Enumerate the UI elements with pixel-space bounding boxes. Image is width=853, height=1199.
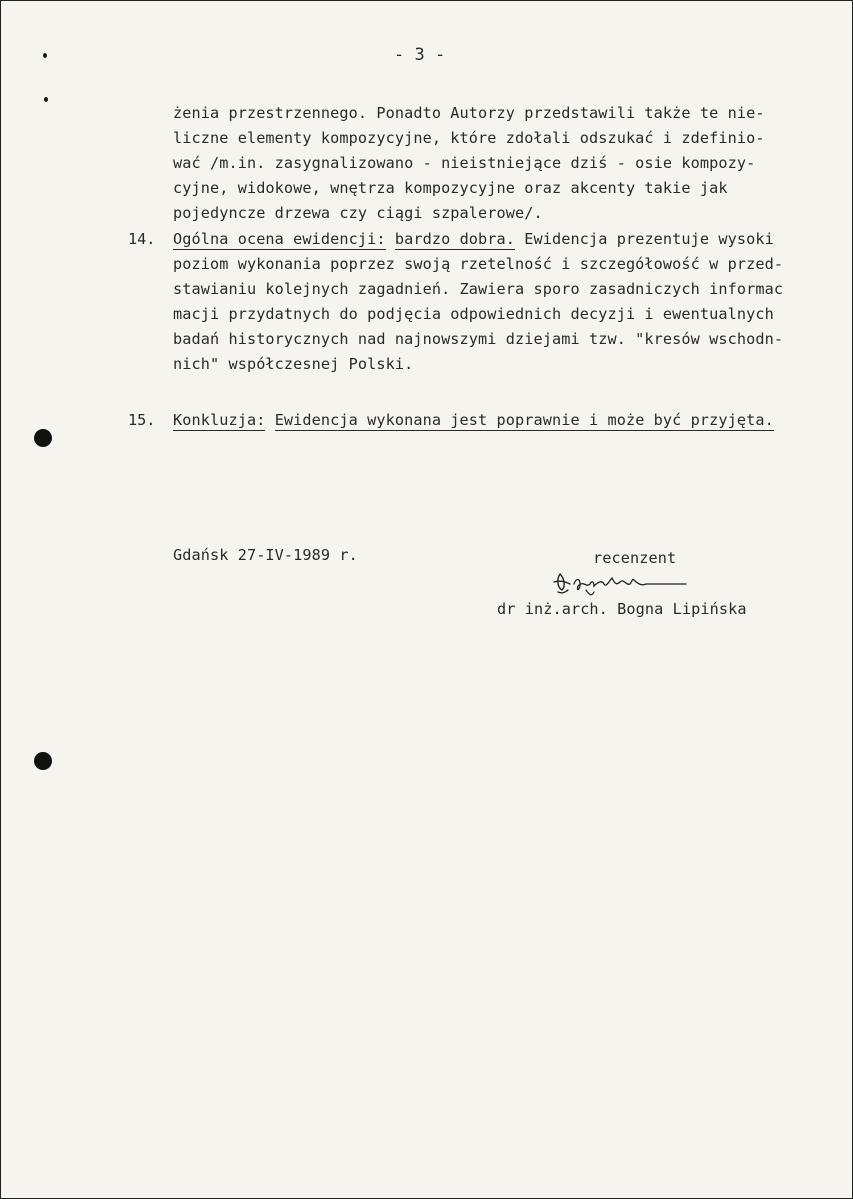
item-14-heading: Ogólna ocena ewidencji: [173, 230, 386, 248]
item-14-line: poziom wykonania poprzez swoją rzetelność i szczegółowość w przed- [173, 255, 784, 273]
handwritten-signature [546, 566, 696, 600]
reviewer-role: recenzent [593, 549, 677, 567]
margin-mark-top [43, 53, 47, 58]
item-14-line: macji przydatnych do podjęcia odpowiednich decyzji i ewentualnych [173, 305, 774, 323]
item-14-line: badań historycznych nad najnowszymi dziejami tzw. "kresów wschodn- [173, 330, 784, 348]
item-14-line: stawianiu kolejnych zagadnień. Zawiera sporo zasadniczych informac [173, 280, 784, 298]
intro-line: pojedyncze drzewa czy ciągi szpalerowe/. [173, 204, 543, 222]
reviewer-name: dr inż.arch. Bogna Lipińska [497, 600, 747, 618]
punch-hole-upper [34, 429, 52, 447]
intro-line: liczne elementy kompozycyjne, które zdołali odszukać i zdefinio- [173, 129, 765, 147]
item-15-number: 15. [128, 411, 156, 429]
item-14-verdict: bardzo dobra. [394, 230, 516, 248]
page-number: - 3 - [394, 45, 446, 65]
item-15-text: Ewidencja wykonana jest poprawnie i może być przyjęta. [274, 411, 774, 429]
item-14-first-line-rest: Ewidencja prezentuje wysoki [515, 230, 774, 248]
intro-line: wać /m.in. zasygnalizowano - nieistniejące dziś - osie kompozy- [173, 154, 756, 172]
item-14-first-line [173, 227, 774, 252]
item-14-number: 14. [128, 230, 156, 248]
margin-mark-second [44, 97, 48, 102]
item-14-line: nich" współczesnej Polski. [173, 355, 414, 373]
intro-line: żenia przestrzennego. Ponadto Autorzy przedstawili także te nie- [173, 104, 765, 122]
punch-hole-lower [34, 752, 52, 770]
item-15-line [173, 408, 774, 433]
place-date: Gdańsk 27-IV-1989 r. [173, 546, 358, 564]
intro-line: cyjne, widokowe, wnętrza kompozycyjne oraz akcenty takie jak [173, 179, 728, 197]
item-15-heading: Konkluzja: [173, 411, 266, 429]
